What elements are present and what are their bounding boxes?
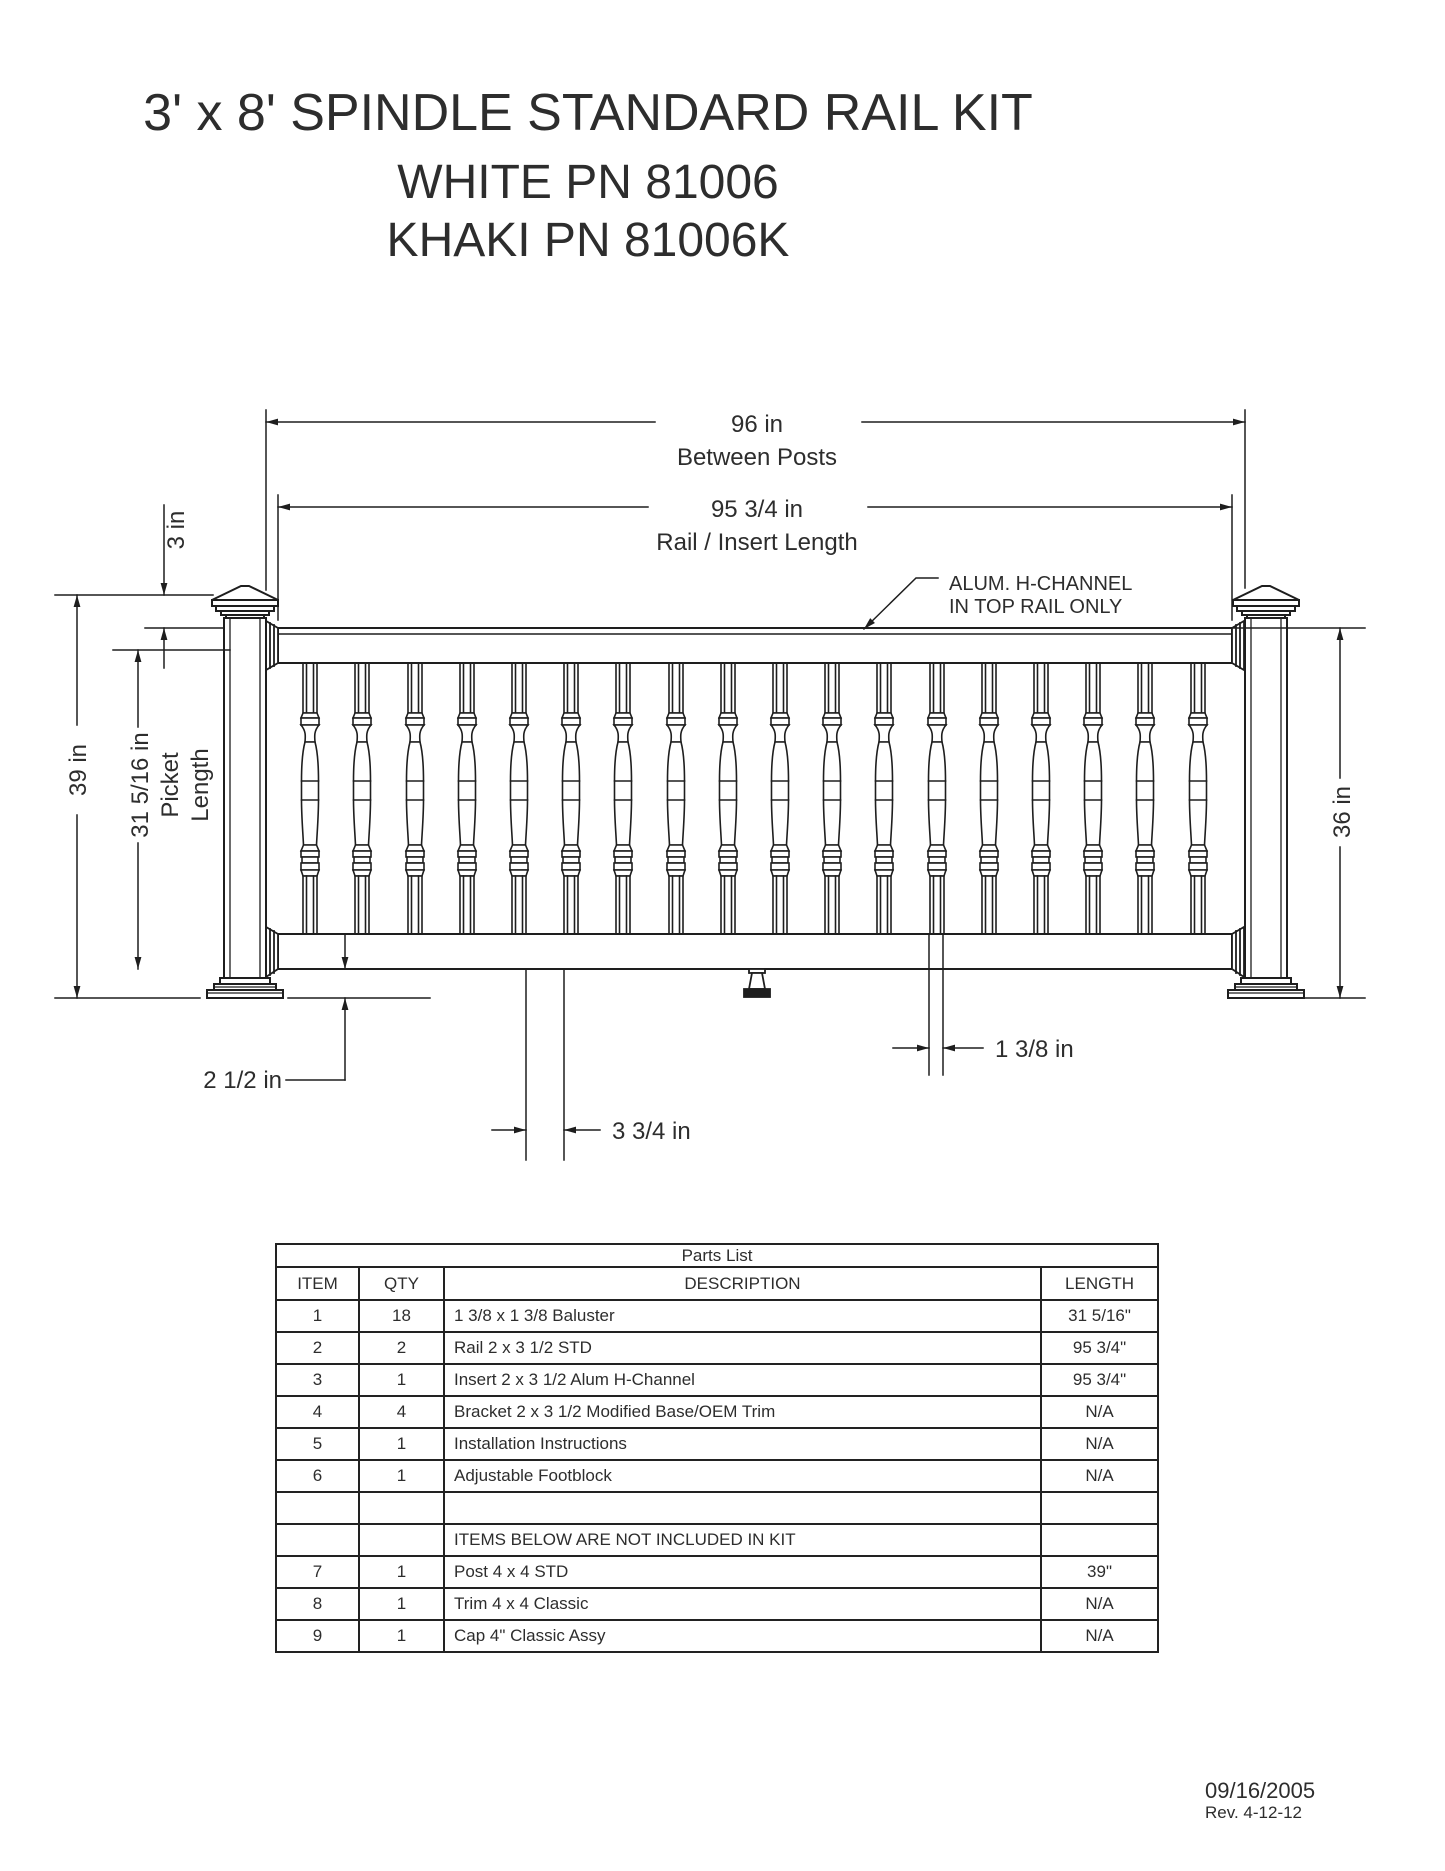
post-base-trim [1228,978,1304,998]
table-row: 3 1 Insert 2 x 3 1/2 Alum H-Channel 95 3/4" [276,1364,1158,1396]
col-length: LENGTH [1041,1267,1158,1300]
table-row: 4 4 Bracket 2 x 3 1/2 Modified Base/OEM Trim N/A [276,1396,1158,1428]
table-header-row [276,1267,1158,1300]
dim-rail-height-label: 36 in [1329,785,1356,839]
page-title [88,84,1088,268]
post-cap [1233,586,1299,618]
table-row: 9 1 Cap 4" Classic Assy N/A [276,1620,1158,1652]
title-line2: WHITE PN 81006 [397,156,779,210]
post-cap [212,586,278,618]
dim-picket-label2: Length [187,748,214,822]
dim-rail-insert-value: 95 3/4 in [710,496,804,523]
revision-block [1205,1778,1315,1823]
top-rail [278,628,1232,663]
dim-picket-label1: Picket [157,752,184,818]
table-row: 2 2 Rail 2 x 3 1/2 STD 95 3/4" [276,1332,1158,1364]
callout-line1: ALUM. H-CHANNEL [949,573,1133,595]
dim-baluster-width-label: 1 3/8 in [995,1036,1074,1063]
table-title-row [276,1244,1158,1267]
dim-picket-value: 31 5/16 in [127,732,154,838]
table-row: 1 18 1 3/8 x 1 3/8 Baluster 31 5/16" [276,1300,1158,1332]
table-row: 6 1 Adjustable Footblock N/A [276,1460,1158,1492]
dim-bottom-gap-label: 2 1/2 in [203,1067,282,1094]
dim-rail-insert-label: Rail / Insert Length [656,529,858,556]
title-line3: KHAKI PN 81006K [386,213,790,267]
col-description: DESCRIPTION [444,1267,1041,1300]
drawing-date: 09/16/2005 [1205,1778,1316,1803]
col-qty: QTY [359,1267,444,1300]
baluster-row [301,663,1207,934]
table-row: 5 1 Installation Instructions N/A [276,1428,1158,1460]
parts-list-title: Parts List [276,1244,1158,1267]
dim-post-height-label: 39 in [65,743,92,797]
drawing-revision: Rev. 4-12-12 [1205,1803,1303,1823]
dim-between-posts-label: Between Posts [676,444,838,471]
parts-list-table [275,1243,1159,1653]
table-row: 8 1 Trim 4 x 4 Classic N/A [276,1588,1158,1620]
footblock [744,969,770,997]
title-line1: 3' x 8' SPINDLE STANDARD RAIL KIT [143,84,1033,142]
dim-baluster-spacing-label: 3 3/4 in [612,1118,691,1145]
bottom-rail [278,934,1232,969]
post-base-trim [207,978,283,998]
col-item: ITEM [276,1267,359,1300]
dim-cap-to-rail [55,505,224,668]
table-row-empty [276,1492,1158,1524]
callout-leader [864,578,938,629]
table-row: 7 1 Post 4 x 4 STD 39" [276,1556,1158,1588]
dim-cap-to-rail-label: 3 in [163,510,190,550]
callout-line2: IN TOP RAIL ONLY [949,596,1123,618]
dim-baluster-spacing [492,969,600,1160]
table-section-row: ITEMS BELOW ARE NOT INCLUDED IN KIT [276,1524,1158,1556]
dim-between-posts-value: 96 in [730,411,784,438]
